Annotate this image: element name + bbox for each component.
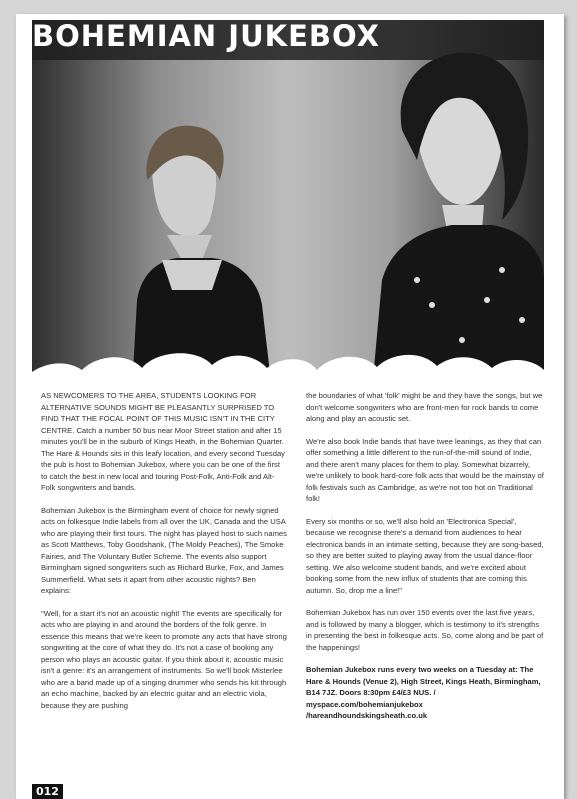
page-number: 012 (32, 784, 63, 799)
right-column (306, 390, 544, 733)
page-title: BOHEMIAN JUKEBOX (32, 19, 380, 53)
paragraph: the boundaries of what 'folk' might be and they have the songs, but we don't welcome songwriters who are front-men for rock bands to come along and play an acoustic set. (306, 391, 543, 423)
event-details: Bohemian Jukebox runs every two weeks on a Tuesday at: The Hare & Hounds (Venue 2), High Street, Kings Heath, Birmingham, B14 7JZ. Doors 8:30pm £4/£3 NUS. / myspace.com/bohemianjukebox /hareandhoundskingsheath.co.uk (306, 665, 541, 720)
paragraph: Every six months or so, we'll also hold an 'Electronica Special', because we recognise there's a demand from audiences to hear electronica bands in an intimate setting, because they are song-based, so they are better suited to playing away from the usual dance-floor setting. We also welcome student bands, and we're excited about booking some from the new influx of students that are coming this autumn. So, drop me a line!" (306, 516, 544, 595)
paragraph: We're also book Indie bands that have twee leanings, as they that can offer something a little different to the run-of-the-mill sound of Indie, and there aren't many places for them to play. Somewhat bizarrely, we're unlikely to book hard-core folk acts that would be the mainstay of folk festivals such as Cambridge, as we're not too hot on Traditional folk! (306, 436, 544, 503)
feature-photo (32, 20, 544, 390)
paragraph: Bohemian Jukebox is the Birmingham event of choice for newly signed acts on folkesque Indie labels from all over the UK, Canada and the USA who are playing their first tours. The night has played host to such names as Scott Matthews, Toby Goodshank, (The Moldy Peaches), The Smoke Fairies, and The Voluntary Butler Scheme. The events also support Birmingham signed songwriters such as Richard Burke, Fox, and James Summerfield. What sets it apart from other acoustic nights? Ben explains: (41, 505, 287, 595)
left-column (41, 390, 287, 722)
paragraph: "Well, for a start it's not an acoustic night! The events are specifically for acts who are playing in and around the borders of the folk genre. In essence this means that we're keen to promote any acts that have strong songwriting at the core of what they do. It's not a case of booking any person who plays an acoustic guitar. If you think about it, acoustic music isn't a genre: it's an arrangement of instruments. So we'll book Misterlee who are a band made up of a singing drummer who sends his kit through an echo machine, backed by an electric guitar and an electric viola, because they are pushing (41, 608, 287, 710)
photo-two-women-icon (32, 20, 544, 390)
paragraph: AS NEWCOMERS TO THE AREA, STUDENTS LOOKING FOR ALTERNATIVE SOUNDS MIGHT BE PLEASANTLY SURPRISED TO FIND THAT THE FOCAL POINT OF THIS MUSIC ISN'T IN THE CITY CENTRE. Catch a number 50 bus near Moor Street station and after 15 minutes you'll be in the suburb of Kings Heath, in the Bohemian Quarter. The Hare & Hounds sits in this leafy location, and every second Tuesday the pub is host to Bohemian Jukebox, where you can be one of the first to catch the best in new local and touring Post-Folk, Anti-Folk and Alt-Folk songwriters and bands. (41, 391, 285, 492)
paragraph: Bohemian Jukebox has run over 150 events over the last five years, and is followed by many a blogger, which is testimony to it's strengths in presenting the best in folkesque acts. So, come along and be part of the happenings! (306, 608, 544, 652)
magazine-page (16, 14, 564, 799)
